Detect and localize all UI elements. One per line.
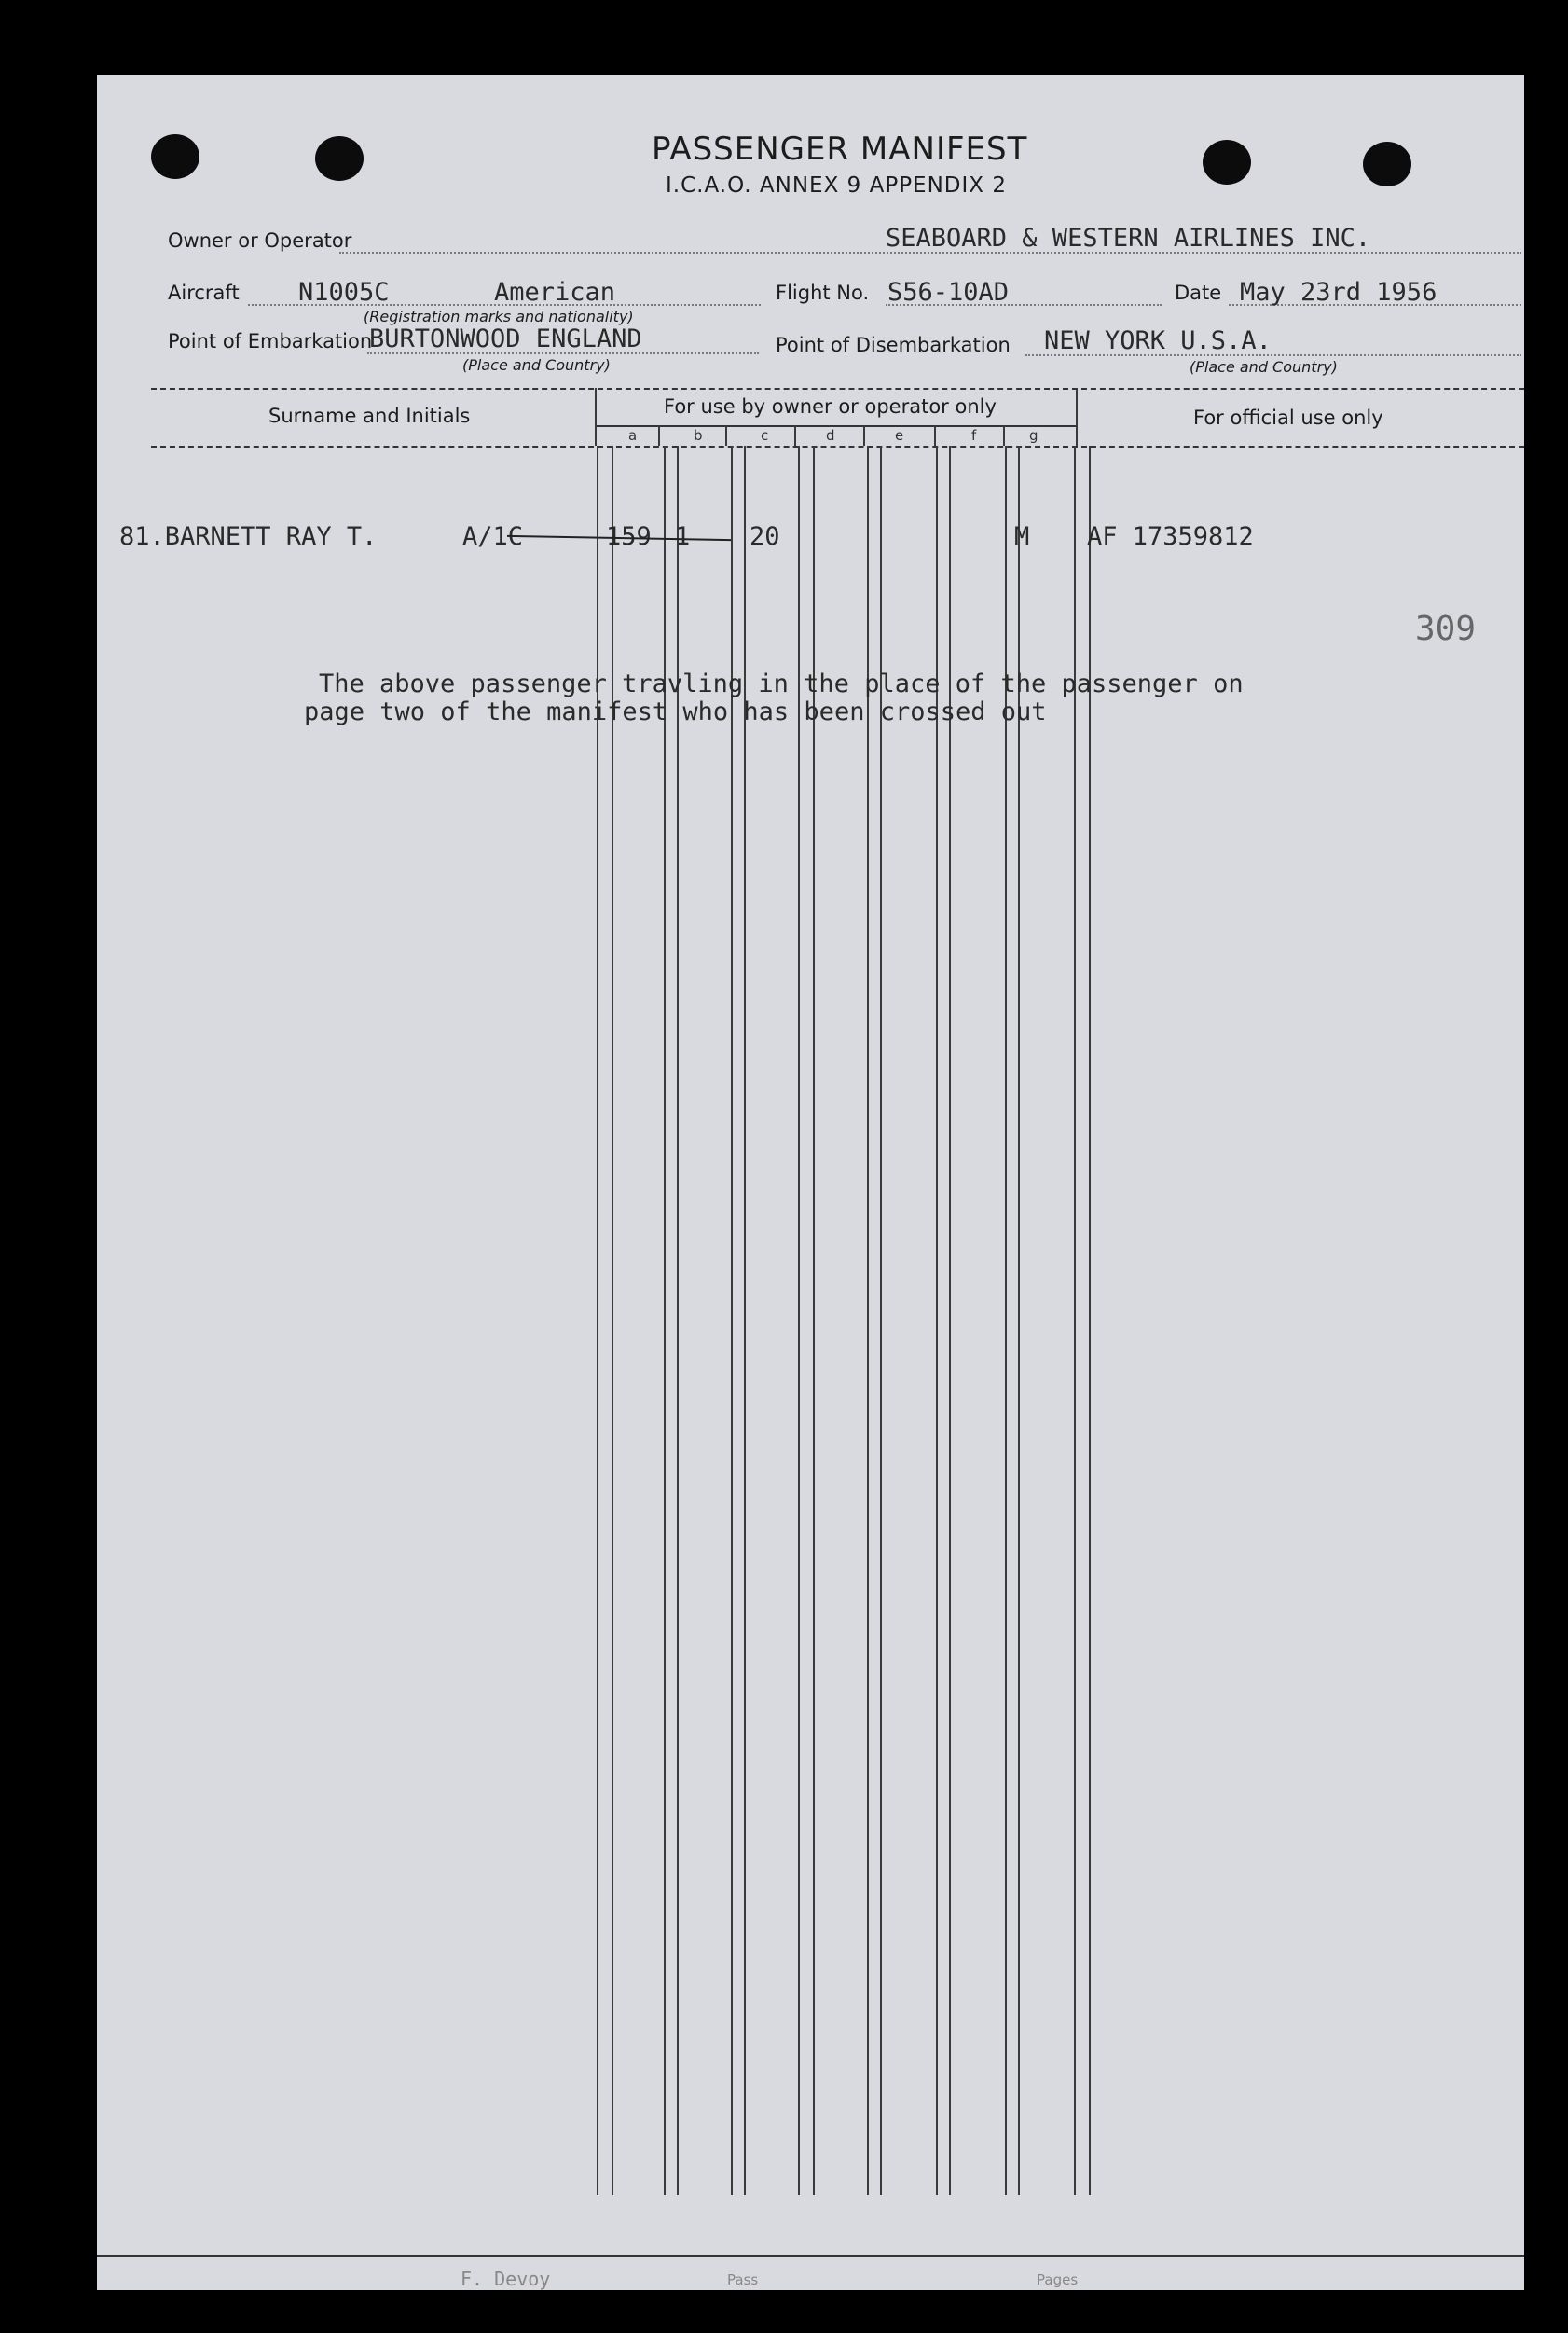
subcol-f-label: f <box>971 427 977 444</box>
form-title: PASSENGER MANIFEST <box>652 131 1028 168</box>
disembarkation-value: NEW YORK U.S.A. <box>1044 326 1272 355</box>
column-divider <box>1003 425 1005 446</box>
punch-hole <box>1203 140 1251 185</box>
column-line <box>1089 446 1091 2195</box>
column-divider <box>595 388 597 446</box>
subcol-d-label: d <box>826 427 835 444</box>
embarkation-value: BURTONWOOD ENGLAND <box>369 324 642 353</box>
page-number: 309 <box>1415 610 1477 648</box>
date-value: May 23rd 1956 <box>1240 278 1437 307</box>
passenger-col-b: 1 <box>675 522 691 551</box>
owner-value: SEABOARD & WESTERN AIRLINES INC. <box>886 224 1371 253</box>
disembarkation-note: (Place and Country) <box>1190 358 1338 376</box>
punch-hole <box>315 136 364 181</box>
table-header-rule <box>151 446 1524 448</box>
column-divider <box>934 425 936 446</box>
footer-signature: F. Devoy <box>461 2268 551 2290</box>
subcol-a-label: a <box>628 427 638 444</box>
column-divider <box>658 425 660 446</box>
subcol-b-label: b <box>694 427 703 444</box>
punch-hole <box>1363 142 1411 186</box>
footer-pages-label: Pages <box>1037 2271 1079 2288</box>
manifest-page <box>97 75 1524 2290</box>
passenger-official-number: AF 17359812 <box>1087 522 1254 551</box>
column-divider <box>725 425 727 446</box>
col-surname-header: Surname and Initials <box>268 405 471 427</box>
aircraft-nationality: American <box>494 278 616 307</box>
aircraft-registration: N1005C <box>298 278 390 307</box>
passenger-rank: A/1C <box>462 522 524 551</box>
col-official-header: For official use only <box>1193 407 1383 429</box>
column-divider <box>863 425 865 446</box>
aircraft-note: (Registration marks and nationality) <box>364 308 634 325</box>
subcol-g-label: g <box>1029 427 1038 444</box>
flight-label: Flight No. <box>776 282 870 304</box>
passenger-col-a: 159 <box>606 522 652 551</box>
passenger-name: 81.BARNETT RAY T. <box>119 522 378 551</box>
subcol-e-label: e <box>895 427 904 444</box>
col-owner-use-header: For use by owner or operator only <box>664 395 997 418</box>
form-subtitle: I.C.A.O. ANNEX 9 APPENDIX 2 <box>666 173 1007 198</box>
embarkation-label: Point of Embarkation <box>168 330 373 352</box>
footer-pass-label: Pass <box>727 2271 759 2288</box>
table-bottom-rule <box>97 2255 1524 2257</box>
subcol-c-label: c <box>761 427 769 444</box>
disembarkation-label: Point of Disembarkation <box>776 334 1011 356</box>
column-line <box>1074 446 1076 2195</box>
table-top-rule <box>151 388 1524 390</box>
note-line-1: The above passenger travling in the place of the passenger on <box>319 670 1244 698</box>
owner-label: Owner or Operator <box>168 229 352 252</box>
flight-value: S56-10AD <box>887 278 1010 307</box>
embarkation-note: (Place and Country) <box>462 356 611 374</box>
note-line-2: page two of the manifest who has been crossed out <box>304 697 1047 726</box>
aircraft-label: Aircraft <box>168 282 240 304</box>
passenger-col-c: 20 <box>750 522 780 551</box>
column-divider <box>794 425 796 446</box>
passenger-col-g: M <box>1014 522 1030 551</box>
date-label: Date <box>1175 282 1222 304</box>
column-divider <box>1076 388 1078 446</box>
punch-hole <box>151 134 199 179</box>
